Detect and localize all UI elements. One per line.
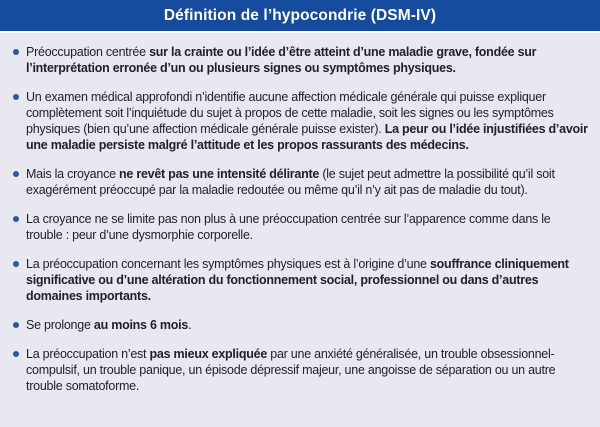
- bullet-text-segment: La croyance ne se limite pas non plus à une préoccupation centrée sur l’apparence comme dans le trouble : peur d’une dysmorphie corporelle.: [26, 212, 551, 242]
- box-header: [0, 0, 600, 33]
- bullet-item: [12, 317, 588, 333]
- bullet-text-segment: au moins 6 mois: [93, 318, 189, 332]
- bullet-item: [12, 256, 588, 304]
- bullet-text-segment: sur la crainte ou l’idée d’être atteint d’une maladie grave, fondée sur l’interprétation erronée d’un ou plusieurs signes ou symptômes physiques.: [26, 45, 537, 75]
- bullet-text: [26, 211, 588, 243]
- bullet-text: [26, 166, 588, 198]
- box-body: [0, 33, 600, 427]
- bullet-text-segment: La préoccupation n’est: [26, 347, 150, 361]
- bullet-item: [12, 166, 588, 198]
- bullet-text-segment: La peur ou l’idée injustifiées d’avoir une maladie persiste malgré l’attitude et les propos rassurants des médecins.: [26, 122, 588, 152]
- bullet-text-segment: pas mieux expliquée: [149, 347, 268, 361]
- bullet-text-segment: par une anxiété généralisée, un trouble obsessionnel-compulsif, un trouble panique, un épisode dépressif majeur, une angoisse de séparation ou un autre trouble somatoforme.: [26, 347, 556, 393]
- bullet-text-segment: La préoccupation concernant les symptômes physiques est à l’origine d’une: [26, 257, 430, 271]
- bullet-dot-icon: [13, 216, 19, 222]
- bullet-item: [12, 211, 588, 243]
- bullet-list: [12, 44, 588, 394]
- bullet-dot-icon: [13, 49, 19, 55]
- bullet-text: [26, 317, 588, 333]
- bullet-text: [26, 346, 588, 394]
- bullet-text-segment: (le sujet peut admettre la possibilité qu’il soit exagérément préoccupé par la maladie redoutée ou même qu’il n’y ait pas de maladie du tout).: [26, 167, 555, 197]
- bullet-dot-icon: [13, 351, 19, 357]
- bullet-text: [26, 256, 588, 304]
- bullet-text-segment: Mais la croyance: [26, 167, 120, 181]
- bullet-dot-icon: [13, 261, 19, 267]
- bullet-text-segment: souffrance cliniquement significative ou d’une altération du fonctionnement social, professionnel ou dans d’autres domaines importants.: [26, 257, 569, 303]
- bullet-item: [12, 44, 588, 76]
- bullet-dot-icon: [13, 322, 19, 328]
- box-title: Définition de l’hypocondrie (DSM-IV): [163, 7, 437, 24]
- bullet-item: [12, 89, 588, 153]
- bullet-text-segment: .: [188, 318, 192, 332]
- bullet-text-segment: Un examen médical approfondi n’identifie aucune affection médicale générale qui puisse expliquer complètement soit l’inquiétude du sujet à propos de cette maladie, soit les signes ou les symptômes physiques (bien qu’une affection médicale générale puisse exister).: [26, 90, 554, 136]
- bullet-text-segment: Se prolonge: [26, 318, 94, 332]
- bullet-item: [12, 346, 588, 394]
- bullet-text-segment: ne revêt pas une intensité délirante: [119, 167, 320, 181]
- bullet-text: [26, 44, 588, 76]
- bullet-text: [26, 89, 588, 153]
- bullet-text-segment: Préoccupation centrée: [26, 45, 150, 59]
- bullet-dot-icon: [13, 171, 19, 177]
- bullet-dot-icon: [13, 94, 19, 100]
